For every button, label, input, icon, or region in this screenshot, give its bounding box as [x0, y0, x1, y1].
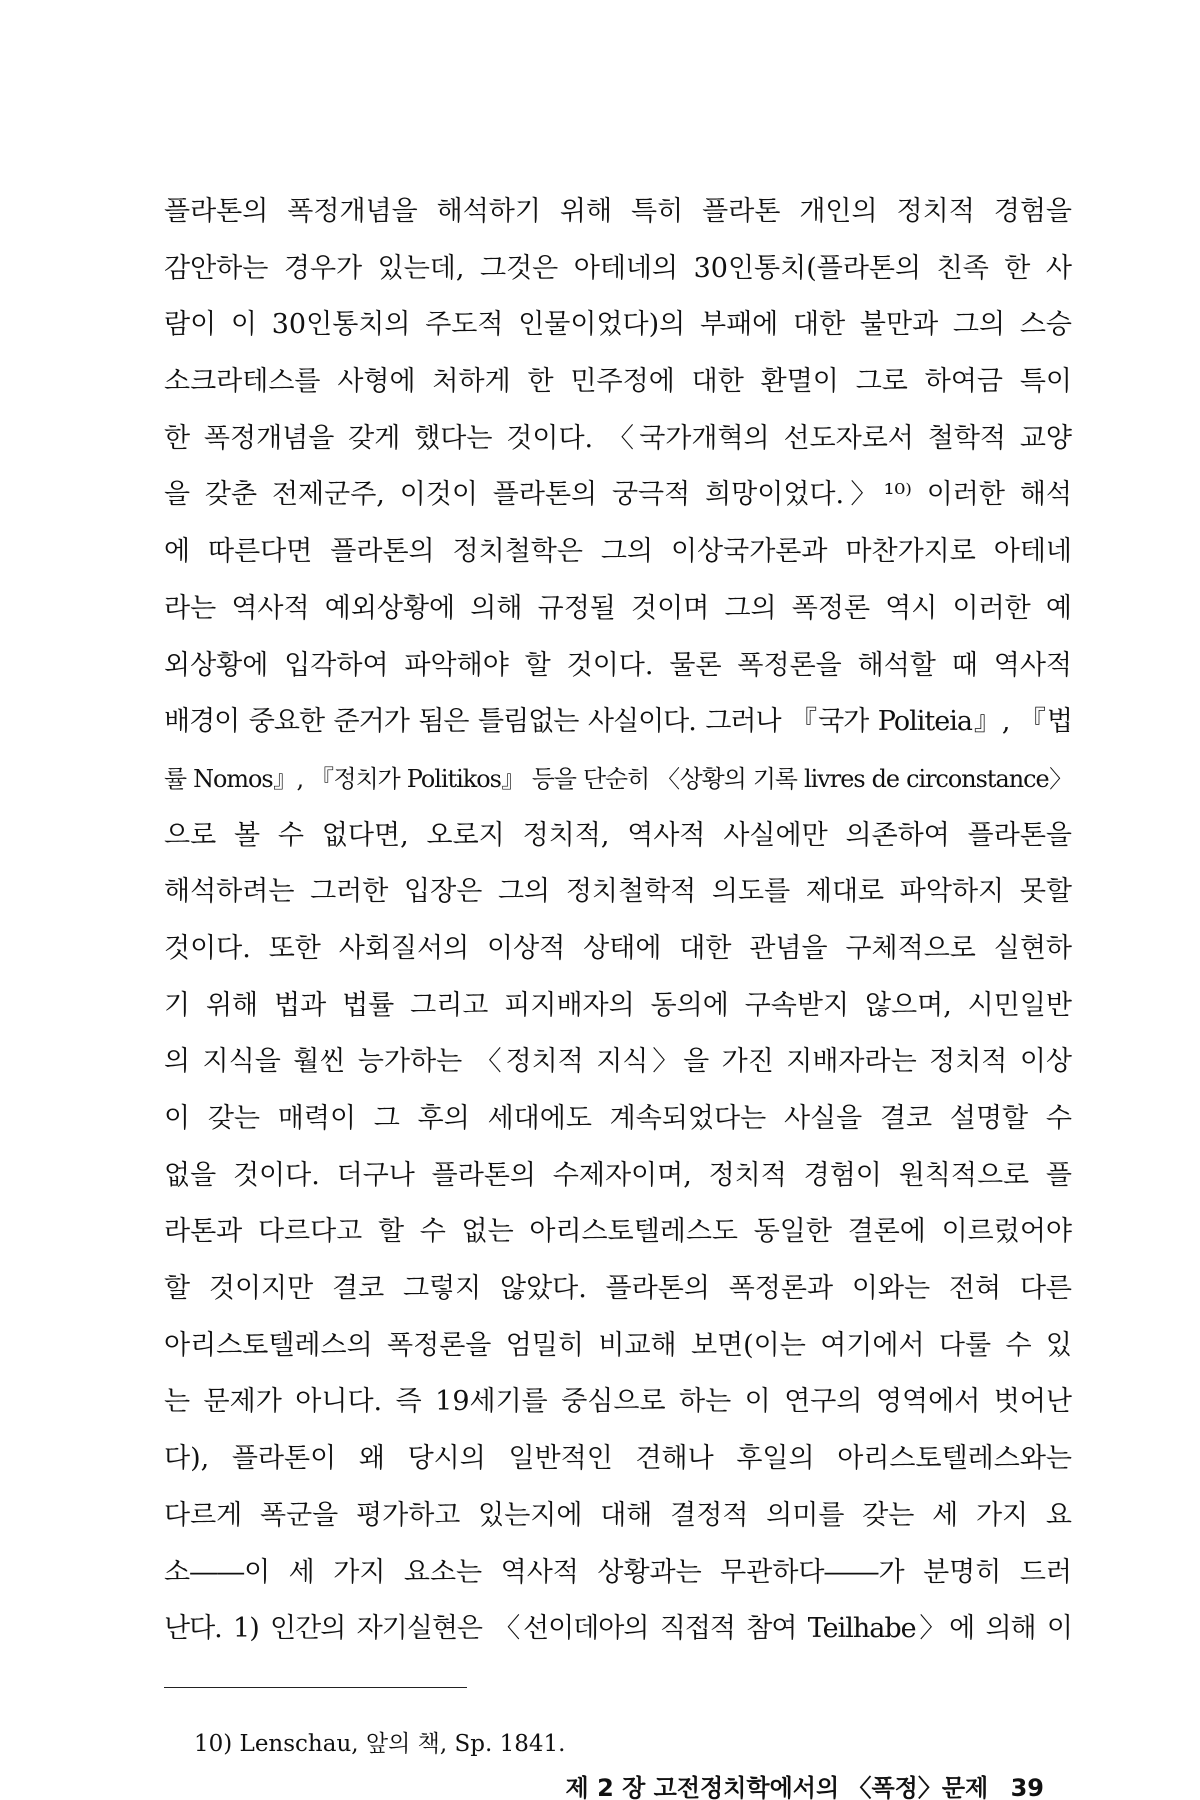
text-line: 다), 플라톤이 왜 당시의 일반적인 견해나 후일의 아리스토텔레스와는: [164, 1443, 1072, 1475]
text-line: 률 Nomos』, 『정치가 Politikos』 등을 단순히 〈상황의 기록 livres de circonstance〉: [164, 764, 1072, 793]
text-line: 소크라테스를 사형에 처하게 한 민주정에 대한 환멸이 그로 하여금 특이: [164, 366, 1072, 398]
text-line: 할 것이지만 결코 그렇지 않았다. 플라톤의 폭정론과 이와는 전혀 다른: [164, 1273, 1072, 1305]
text-line: 소――이 세 가지 요소는 역사적 상황과는 무관하다――가 분명히 드러: [164, 1556, 1072, 1588]
running-footer: [566, 1776, 1044, 1800]
text-line: 해석하려는 그러한 입장은 그의 정치철학적 의도를 제대로 파악하지 못할: [164, 876, 1072, 908]
text-line: 라톤과 다르다고 할 수 없는 아리스토텔레스도 동일한 결론에 이르렀어야: [164, 1216, 1072, 1248]
text-line: 배경이 중요한 준거가 됨은 틀림없는 사실이다. 그러나 『국가 Politeia』, 『법: [164, 706, 1072, 738]
text-line: 이 갖는 매력이 그 후의 세대에도 계속되었다는 사실을 결코 설명할 수: [164, 1103, 1072, 1134]
text-line: 의 지식을 훨씬 능가하는 〈정치적 지식〉을 가진 지배자라는 정치적 이상: [164, 1046, 1072, 1078]
text-line: 기 위해 법과 법률 그리고 피지배자의 동의에 구속받지 않으며, 시민일반: [164, 989, 1072, 1021]
text-line: 다르게 폭군을 평가하고 있는지에 대해 결정적 의미를 갖는 세 가지 요: [164, 1499, 1072, 1531]
text-line: 람이 이 30인통치의 주도적 인물이었다)의 부패에 대한 불만과 그의 스승: [164, 309, 1072, 341]
text-line: 한 폭정개념을 갖게 했다는 것이다. 〈국가개혁의 선도자로서 철학적 교양: [164, 422, 1072, 454]
text-line: 외상황에 입각하여 파악해야 할 것이다. 물론 폭정론을 해석할 때 역사적: [164, 649, 1072, 681]
text-line: 으로 볼 수 없다면, 오로지 정치적, 역사적 사실에만 의존하여 플라톤을: [164, 819, 1072, 851]
text-line: 없을 것이다. 더구나 플라톤의 수제자이며, 정치적 경험이 원칙적으로 플: [164, 1159, 1072, 1191]
text-line: 감안하는 경우가 있는데, 그것은 아테네의 30인통치(플라톤의 친족 한 사: [164, 252, 1072, 284]
footnote: 10) Lenschau, 앞의 책, Sp. 1841.: [194, 1731, 566, 1757]
text-line: 플라톤의 폭정개념을 해석하기 위해 특히 플라톤 개인의 정치적 경험을: [164, 196, 1072, 227]
page-number: 39: [1010, 1774, 1044, 1800]
text-line: 는 문제가 아니다. 즉 19세기를 중심으로 하는 이 연구의 영역에서 벗어난: [164, 1386, 1072, 1418]
text-line: 에 따른다면 플라톤의 정치철학은 그의 이상국가론과 마찬가지로 아테네: [164, 536, 1072, 568]
running-title: 제 2 장 고전정치학에서의 〈폭정〉문제: [565, 1774, 989, 1800]
text-line: 것이다. 또한 사회질서의 이상적 상태에 대한 관념을 구체적으로 실현하: [164, 932, 1072, 964]
text-line: 난다. 1) 인간의 자기실현은 〈선이데아의 직접적 참여 Teilhabe〉에 의해 이: [164, 1613, 1072, 1645]
text-line: 아리스토텔레스의 폭정론을 엄밀히 비교해 보면(이는 여기에서 다룰 수 있: [164, 1329, 1072, 1361]
footnote-divider: [164, 1687, 467, 1688]
body-text: [164, 184, 1072, 1658]
text-line: 라는 역사적 예외상황에 의해 규정될 것이며 그의 폭정론 역시 이러한 예: [164, 592, 1072, 624]
text-line: 을 갖춘 전제군주, 이것이 플라톤의 궁극적 희망이었다.〉¹⁰⁾ 이러한 해석: [164, 479, 1072, 511]
